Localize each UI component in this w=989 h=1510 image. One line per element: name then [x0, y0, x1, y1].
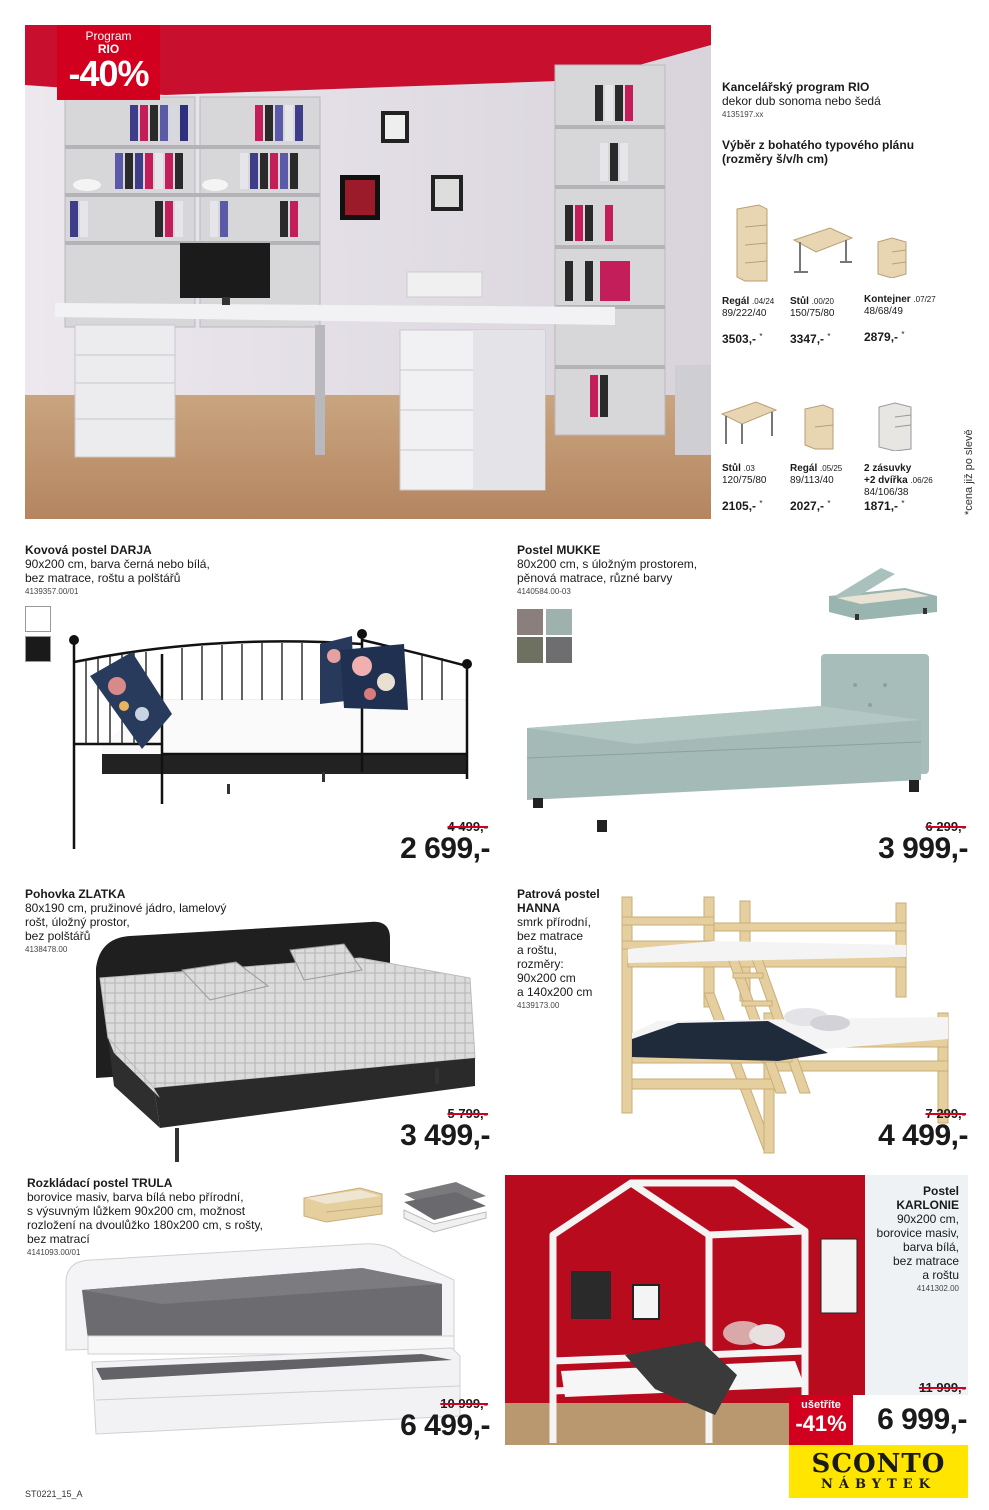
darja-old-price: 4 499,- — [447, 819, 488, 834]
karlonie-line5: a roštu — [922, 1268, 959, 1282]
rio-item-3 — [864, 294, 936, 318]
karlonie-old-price: 11 999,- — [919, 1380, 966, 1395]
rio-item-6-price-value: 1871,- — [864, 499, 899, 513]
rio-item-2-dims: 150/75/80 — [790, 308, 835, 319]
hanna-line2: bez matrace — [517, 929, 584, 943]
darja-bed-image — [62, 604, 482, 854]
rio-item-4-code: .03 — [743, 464, 755, 473]
trula-double-variant-image — [398, 1180, 490, 1236]
trula-code: 4141093.00/01 — [27, 1248, 81, 1257]
mukke-price: 3 999,- — [878, 832, 968, 865]
rio-item-1-code: .04/24 — [752, 297, 775, 306]
karlonie-code: 4141302.00 — [916, 1284, 959, 1293]
mukke-code: 4140584.00-03 — [517, 587, 571, 596]
mukke-storage-image — [825, 566, 943, 622]
rio-shelf-tall-icon — [733, 203, 769, 283]
darja-swatch-white[interactable] — [25, 606, 51, 632]
hanna-title2: HANNA — [517, 901, 561, 915]
zlatka-code: 4138478.00 — [25, 945, 68, 954]
hanna-old-price: 7 299,- — [925, 1106, 966, 1121]
rio-item-3-dims: 48/68/49 — [864, 306, 903, 317]
rio-item-6-name2: +2 dvířka — [864, 475, 908, 486]
rio-item-1-star: * — [759, 332, 763, 341]
rio-item-5 — [790, 463, 842, 487]
karlonie-save-label: ušetříte — [801, 1399, 841, 1411]
badge-program-name: RIO — [97, 42, 120, 56]
rio-item-5-price-value: 2027,- — [790, 499, 825, 513]
rio-item-6-dims: 84/106/38 — [864, 487, 909, 498]
karlonie-line1: 90x200 cm, — [896, 1212, 959, 1226]
mukke-line1: 80x200 cm, s úložným prostorem, — [517, 557, 698, 571]
karlonie-line3: barva bílá, — [902, 1240, 959, 1254]
sconto-logo — [789, 1445, 968, 1498]
rio-item-5-star: * — [827, 499, 831, 508]
mukke-line2: pěnová matrace, různé barvy — [517, 571, 673, 585]
trula-title: Rozkládací postel TRULA — [27, 1176, 173, 1190]
rio-item-2-price — [790, 332, 831, 346]
rio-item-5-price — [790, 499, 831, 513]
mukke-swatch-mint[interactable] — [546, 609, 572, 635]
rio-plan-text-1: Výběr z bohatého typového plánu — [722, 138, 915, 152]
karlonie-title2: KARLONIE — [896, 1198, 959, 1212]
zlatka-price: 3 499,- — [400, 1119, 490, 1152]
rio-item-2 — [790, 296, 835, 320]
rio-item-4-price — [722, 499, 763, 513]
rio-item-2-star: * — [827, 332, 831, 341]
mukke-title: Postel MUKKE — [517, 543, 601, 557]
trula-natural-variant-image — [300, 1184, 386, 1224]
darja-title: Kovová postel DARJA — [25, 543, 152, 557]
rio-item-6 — [864, 463, 933, 499]
rio-code: 4135197.xx — [722, 110, 764, 119]
rio-item-6-price — [864, 499, 905, 513]
rio-item-4-price-value: 2105,- — [722, 499, 757, 513]
rio-item-5-name: Regál — [790, 463, 818, 474]
karlonie-price: 6 999,- — [877, 1403, 967, 1436]
hanna-code: 4139173.00 — [517, 1001, 560, 1010]
rio-item-4-dims: 120/75/80 — [722, 475, 767, 486]
rio-item-3-star: * — [901, 330, 905, 339]
rio-item-4-star: * — [759, 499, 763, 508]
rio-item-4 — [722, 463, 767, 487]
rio-container-icon — [874, 236, 910, 278]
karlonie-save-pct: -41% — [795, 1411, 847, 1436]
sconto-logo-name: SCONTO — [811, 1449, 946, 1479]
hanna-line1: smrk přírodní, — [517, 915, 592, 929]
rio-item-3-price — [864, 330, 905, 344]
rio-discount-badge — [57, 25, 160, 100]
rio-price-note: *cena již po slevě — [963, 429, 975, 515]
rio-item-5-dims: 89/113/40 — [790, 475, 834, 486]
zlatka-line2: rošt, úložný prostor, — [25, 915, 130, 929]
rio-item-3-price-value: 2879,- — [864, 330, 899, 344]
zlatka-line1: 80x190 cm, pružinové jádro, lamelový — [25, 901, 227, 915]
zlatka-line3: bez polštářů — [25, 929, 91, 943]
rio-item-5-code: .05/25 — [820, 464, 843, 473]
rio-title: Kancelářský program RIO — [722, 80, 870, 94]
rio-item-3-code: .07/27 — [913, 295, 936, 304]
hanna-line3: a roštu, — [517, 943, 558, 957]
rio-item-3-name: Kontejner — [864, 294, 911, 305]
rio-item-2-name: Stůl — [790, 296, 809, 307]
hanna-title1: Patrová postel — [517, 887, 600, 901]
mukke-old-price: 6 299,- — [925, 819, 966, 834]
zlatka-title: Pohovka ZLATKA — [25, 887, 126, 901]
rio-item-1-price — [722, 332, 763, 346]
rio-desk-small-icon — [718, 398, 780, 446]
darja-swatch-black[interactable] — [25, 636, 51, 662]
trula-price: 6 499,- — [400, 1409, 490, 1442]
footer-code: ST0221_15_A — [25, 1489, 83, 1499]
hanna-line4: rozměry: — [517, 957, 564, 971]
rio-plan-text-2: (rozměry š/v/h cm) — [722, 152, 829, 166]
rio-cabinet-icon — [875, 401, 915, 451]
rio-desk-large-icon — [790, 222, 854, 278]
trula-line2: s výsuvným lůžkem 90x200 cm, možnost — [27, 1204, 246, 1218]
mukke-swatch-taupe[interactable] — [517, 609, 543, 635]
darja-line2: bez matrace, roštu a polštářů — [25, 571, 181, 585]
rio-item-1-price-value: 3503,- — [722, 332, 757, 346]
karlonie-line4: bez matrace — [892, 1254, 959, 1268]
rio-item-1-name: Regál — [722, 296, 750, 307]
rio-item-4-name: Stůl — [722, 463, 741, 474]
rio-shelf-low-icon — [801, 403, 837, 451]
rio-item-6-name: 2 zásuvky — [864, 463, 912, 474]
badge-program-label: Program — [85, 29, 132, 43]
rio-item-2-price-value: 3347,- — [790, 332, 825, 346]
hanna-line6: a 140x200 cm — [517, 985, 593, 999]
zlatka-old-price: 5 799,- — [447, 1106, 488, 1121]
karlonie-save-badge — [789, 1395, 853, 1445]
rio-item-2-code: .00/20 — [811, 297, 834, 306]
karlonie-line2: borovice masiv, — [876, 1226, 959, 1240]
rio-item-1-dims: 89/222/40 — [722, 308, 767, 319]
karlonie-title1: Postel — [922, 1184, 959, 1198]
sconto-logo-sub: NÁBYTEK — [821, 1477, 936, 1492]
rio-item-1 — [722, 296, 774, 320]
trula-line4: bez matrací — [27, 1232, 90, 1246]
rio-item-6-code: .06/26 — [910, 476, 933, 485]
trula-line1: borovice masiv, barva bílá nebo přírodní, — [27, 1190, 244, 1204]
darja-line1: 90x200 cm, barva černá nebo bílá, — [25, 557, 210, 571]
hanna-line5: 90x200 cm — [517, 971, 576, 985]
rio-subtitle: dekor dub sonoma nebo šedá — [722, 94, 881, 108]
mukke-bed-image — [525, 650, 935, 840]
darja-code: 4139357.00/01 — [25, 587, 79, 596]
hanna-price: 4 499,- — [878, 1119, 968, 1152]
trula-line3: rozložení na dvoulůžko 180x200 cm, s rošty, — [27, 1218, 263, 1232]
badge-discount: -40% — [68, 53, 149, 94]
trula-old-price: 10 999,- — [440, 1396, 488, 1411]
darja-price: 2 699,- — [400, 832, 490, 865]
rio-item-6-star: * — [901, 499, 905, 508]
